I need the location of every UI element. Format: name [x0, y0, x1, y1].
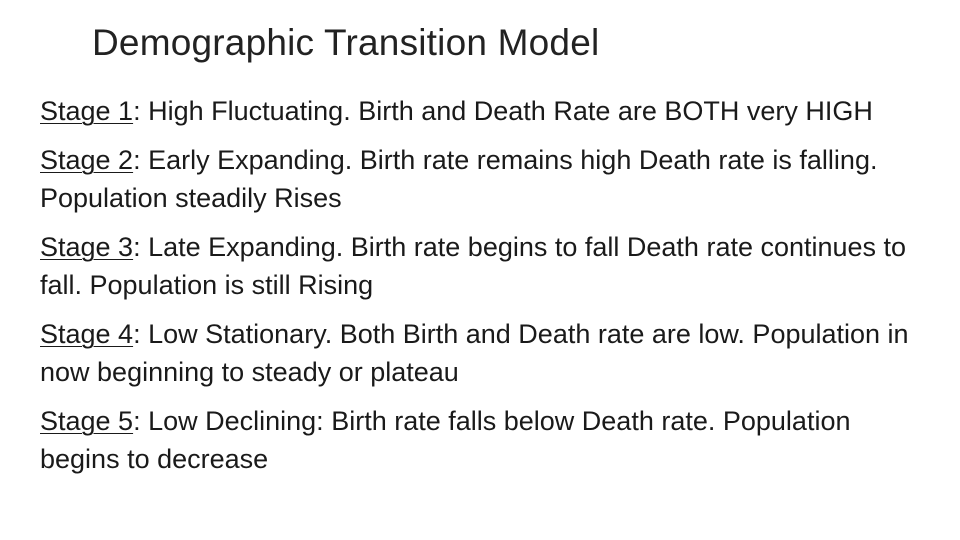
stage-label: Stage 1: [40, 96, 134, 126]
stage-item-3: [40, 228, 920, 304]
stage-list: [40, 92, 920, 489]
stage-label: Stage 5: [40, 406, 134, 436]
stage-label: Stage 3: [40, 232, 134, 262]
stage-separator: :: [133, 406, 141, 436]
slide-title: Demographic Transition Model: [92, 22, 600, 63]
stage-separator: :: [133, 145, 141, 175]
stage-item-4: [40, 315, 920, 391]
stage-item-2: [40, 141, 920, 217]
stage-separator: :: [133, 319, 141, 349]
stage-description: Late Expanding. Birth rate begins to fall Death rate continues to fall. Population is still Rising: [40, 232, 907, 300]
stage-label: Stage 4: [40, 319, 134, 349]
stage-item-1: [40, 92, 920, 130]
stage-item-5: [40, 402, 920, 478]
stage-label: Stage 2: [40, 145, 134, 175]
stage-description: Low Stationary. Both Birth and Death rate are low. Population in now beginning to steady or plateau: [40, 319, 909, 387]
stage-description: Low Declining: Birth rate falls below Death rate. Population begins to decrease: [40, 406, 851, 474]
stage-description: High Fluctuating. Birth and Death Rate are BOTH very HIGH: [140, 96, 873, 126]
stage-separator: :: [133, 96, 141, 126]
stage-description: Early Expanding. Birth rate remains high Death rate is falling. Population steadily Rises: [40, 145, 878, 213]
stage-separator: :: [133, 232, 141, 262]
